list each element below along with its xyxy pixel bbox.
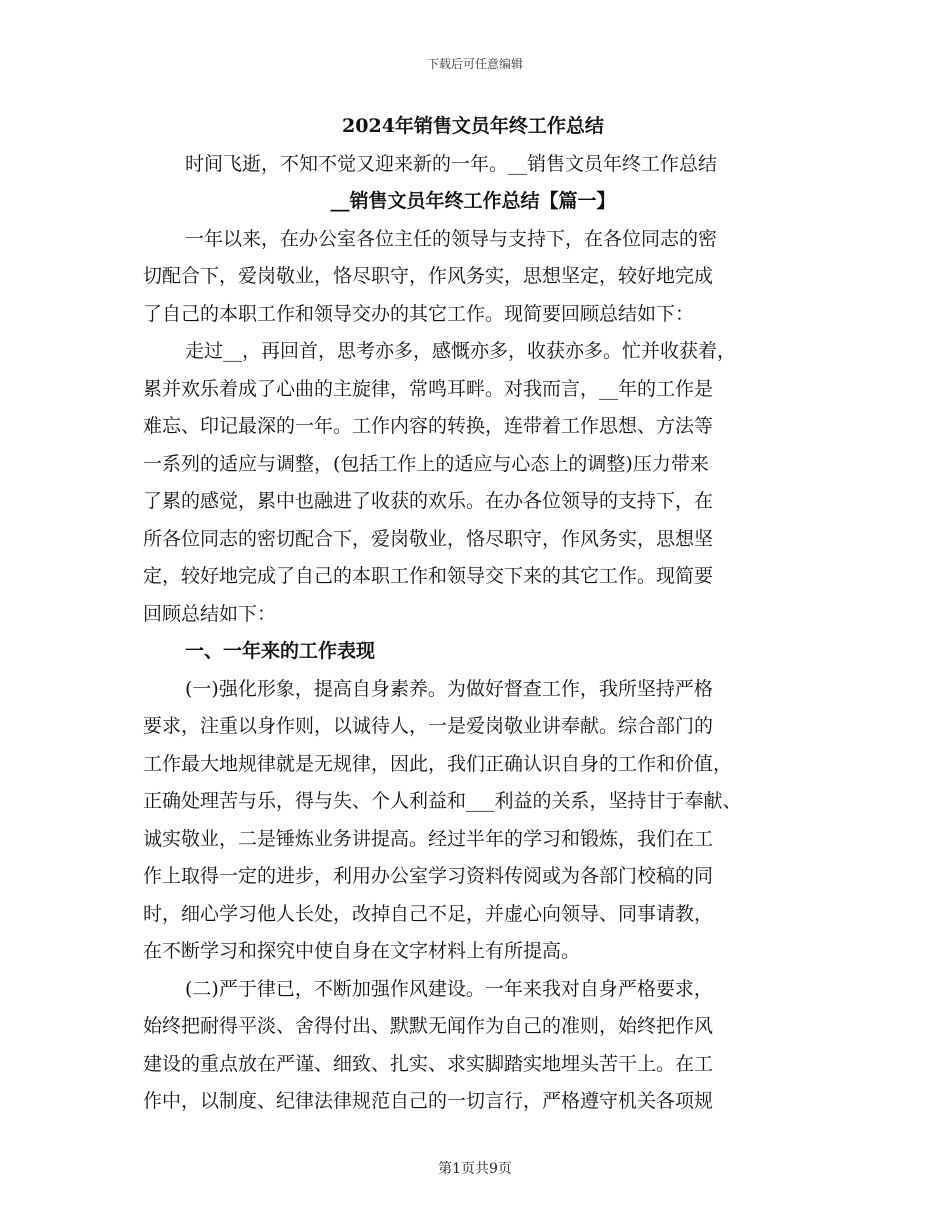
paragraph-3 — [143, 671, 803, 971]
paragraph-line: 走过__，再回首，思考亦多，感慨亦多，收获亦多。忙并收获着， — [185, 340, 737, 362]
document-title: 2024年销售文员年终工作总结 — [342, 115, 604, 137]
paragraph-line: 所各位同志的密切配合下，爱岗敬业，恪尽职守，作风务实，思想坚 — [143, 527, 714, 550]
paragraph-line: 了累的感觉，累中也融进了收获的欢乐。在办各位领导的支持下，在 — [143, 490, 714, 512]
paragraph-4 — [143, 971, 803, 1121]
paragraph-line: 回顾总结如下： — [143, 602, 277, 625]
paragraph-line: 作中，以制度、纪律法律规范自己的一切言行，严格遵守机关各项规 — [143, 1090, 714, 1112]
paragraph-line: 作上取得一定的进步，利用办公室学习资料传阅或为各部门校稿的同 — [143, 865, 714, 887]
intro-line: 时间飞逝，不知不觉又迎来新的一年。__销售文员年终工作总结 — [185, 152, 718, 175]
paragraph-line: 始终把耐得平淡、舍得付出、默默无闻作为自己的准则，始终把作风 — [143, 1015, 714, 1037]
paragraph-line: 切配合下，爱岗敬业，恪尽职守，作风务实，思想坚定，较好地完成 — [143, 265, 714, 287]
paragraph-line: 正确处理苦与乐，得与失、个人利益和___利益的关系，坚持甘于奉献、 — [143, 790, 742, 812]
paragraph-line: 难忘、印记最深的一年。工作内容的转换，连带着工作思想、方法等 — [143, 415, 714, 437]
document-body — [143, 108, 803, 1121]
paragraph-line: 定，较好地完成了自己的本职工作和领导交下来的其它工作。现简要 — [143, 565, 714, 587]
paragraph-line: 诚实敬业，二是锤炼业务讲提高。经过半年的学习和锻炼，我们在工 — [143, 827, 714, 850]
header-note: 下载后可任意编辑 — [426, 57, 523, 71]
paragraph-line: 在不断学习和探究中使自身在文字材料上有所提高。 — [143, 940, 581, 962]
page-number-footer: 第1页共9页 — [438, 1161, 512, 1177]
paragraph-line: 要求，注重以身作则，以诚待人，一是爱岗敬业讲奉献。综合部门的 — [143, 715, 714, 737]
paragraph-line: 一年以来，在办公室各位主任的领导与支持下，在各位同志的密 — [185, 227, 718, 250]
paragraph-2 — [143, 333, 803, 633]
paragraph-line: 时，细心学习他人长处，改掉自己不足，并虚心向领导、同事请教， — [143, 902, 714, 925]
paragraph-line: (二)严于律已，不断加强作风建设。一年来我对自身严格要求， — [185, 977, 713, 1000]
paragraph-1 — [143, 221, 803, 334]
section-heading: __销售文员年终工作总结【篇一】 — [330, 190, 616, 212]
subheading-work-performance: 一、一年来的工作表现 — [185, 640, 376, 662]
paragraph-line: (一)强化形象，提高自身素养。为做好督查工作，我所坚持严格 — [185, 677, 713, 700]
paragraph-line: 工作最大地规律就是无规律，因此，我们正确认识自身的工作和价值， — [143, 752, 733, 775]
paragraph-line: 建设的重点放在严谨、细致、扎实、求实脚踏实地埋头苦干上。在工 — [143, 1052, 714, 1075]
paragraph-line: 了自己的本职工作和领导交办的其它工作。现简要回顾总结如下： — [143, 302, 695, 325]
paragraph-line: 一系列的适应与调整，(包括工作上的适应与心态上的调整)压力带来 — [143, 452, 709, 475]
paragraph-line: 累并欢乐着成了心曲的主旋律，常鸣耳畔。对我而言，__年的工作是 — [143, 377, 714, 400]
